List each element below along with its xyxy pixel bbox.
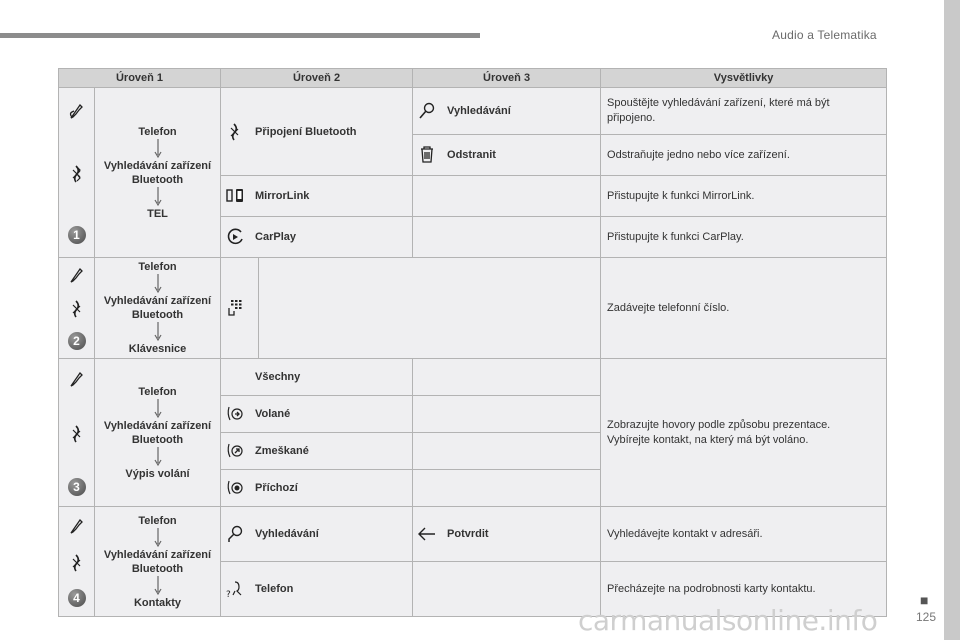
table-header-row (59, 69, 887, 88)
magnifier-icon (413, 101, 441, 121)
level2-cell (221, 176, 413, 217)
explanation-cell: Přecházejte na podrobnosti karty kontaktu. (601, 562, 887, 617)
chain-item: Vyhledávání zařízení Bluetooth (103, 159, 212, 186)
col-header-level2: Úroveň 2 (221, 69, 413, 88)
back-arrow-icon (413, 524, 441, 544)
explanation-cell (601, 359, 887, 507)
section-badge: 3 (68, 478, 86, 496)
explanation-cell: Spouštějte vyhledávání zařízení, které má být připojeno. (601, 88, 887, 135)
level2-cell (221, 396, 413, 433)
explanation-cell: Odstraňujte jedno nebo více zařízení. (601, 135, 887, 176)
explanation-line: Zobrazujte hovory podle způsobu prezentace. (607, 418, 831, 431)
menu-table (58, 68, 887, 617)
section-badge: 4 (68, 589, 86, 607)
watermark: carmanualsonline.info (578, 604, 878, 637)
level2-cell (221, 470, 413, 507)
level1-icons-cell (59, 359, 95, 507)
outgoing-call-icon (221, 404, 249, 424)
bluetooth-icon (67, 299, 87, 319)
chain-item: Telefon (138, 261, 177, 273)
bluetooth-icon (67, 164, 87, 184)
explanation-cell: Zadávejte telefonní číslo. (601, 258, 887, 359)
level3-label: Potvrdit (447, 528, 489, 540)
level2-label: Vyhledávání (255, 528, 319, 540)
level2-label: Telefon (255, 583, 294, 595)
chain-item: TEL (147, 207, 168, 220)
contact-question-icon (221, 579, 249, 599)
level1-icons-cell (59, 507, 95, 617)
search-hand-icon (221, 524, 249, 544)
mirrorlink-icon (221, 186, 249, 206)
level3-label: Odstranit (447, 149, 496, 161)
arrow-down-icon (153, 399, 163, 419)
chain-item: Telefon (138, 125, 177, 138)
page-number: 125 (916, 610, 937, 624)
missed-call-icon (221, 441, 249, 461)
explanation-cell: Přistupujte k funkci MirrorLink. (601, 176, 887, 217)
page-bullet: ■ (920, 592, 929, 608)
level2-icon-cell (221, 258, 259, 359)
chain-item: Telefon (138, 514, 177, 527)
chain-item: Výpis volání (125, 467, 190, 480)
explanation-cell: Vyhledávejte kontakt v adresáři. (601, 507, 887, 562)
chain-item: Vyhledávání zařízení Bluetooth (103, 419, 212, 446)
level1-chain-cell (95, 507, 221, 617)
arrow-down-icon (153, 528, 163, 548)
col-header-explanation: Vysvětlivky (601, 69, 887, 88)
arrow-down-icon (153, 187, 163, 207)
level2-cell (221, 359, 413, 396)
phone-icon (67, 370, 87, 390)
chain-item: Vyhledávání zařízení Bluetooth (103, 295, 212, 321)
level2-empty-cell (259, 258, 601, 359)
level3-empty-cell (413, 562, 601, 617)
keypad-icon (221, 298, 249, 318)
level2-label: MirrorLink (255, 190, 310, 202)
level2-label: Příchozí (255, 482, 298, 494)
carplay-icon (221, 227, 249, 247)
page-edge-bar (944, 0, 960, 640)
phone-icon (67, 266, 87, 286)
level3-empty-cell (413, 396, 601, 433)
table-row (59, 507, 887, 562)
level2-label: Zmeškané (255, 445, 309, 457)
level2-label: Volané (255, 408, 291, 420)
level1-chain-cell (95, 258, 221, 359)
arrow-down-icon (153, 447, 163, 467)
level1-chain-cell (95, 359, 221, 507)
chain-item: Vyhledávání zařízení Bluetooth (103, 548, 212, 575)
arrow-down-icon (153, 139, 163, 159)
level1-icons-cell (59, 258, 95, 359)
table-row (59, 258, 887, 359)
incoming-call-icon (221, 478, 249, 498)
level3-empty-cell (413, 217, 601, 258)
section-badge: 2 (68, 332, 86, 350)
level2-label: Všechny (255, 371, 301, 383)
explanation-cell: Přistupujte k funkci CarPlay. (601, 217, 887, 258)
bluetooth-icon (221, 122, 249, 142)
table-row (59, 359, 887, 396)
level2-label: CarPlay (255, 231, 296, 243)
level3-cell (413, 88, 601, 135)
trash-icon (413, 145, 441, 165)
explanation-line: Vybírejte kontakt, na který má být voláno. (607, 433, 809, 446)
level3-cell (413, 135, 601, 176)
level2-cell (221, 562, 413, 617)
level3-label: Vyhledávání (447, 105, 511, 117)
chain-item: Klávesnice (128, 343, 187, 355)
page-title: Audio a Telematika (772, 28, 877, 42)
col-header-level1: Úroveň 1 (59, 69, 221, 88)
level3-empty-cell (413, 433, 601, 470)
phone-icon (67, 102, 87, 122)
level3-empty-cell (413, 176, 601, 217)
chain-item: Kontakty (133, 596, 182, 609)
level1-chain-cell (95, 88, 221, 258)
arrow-down-icon (153, 322, 163, 342)
section-badge: 1 (68, 226, 86, 244)
level2-cell (221, 507, 413, 562)
header-bar (0, 33, 480, 38)
table-row (59, 88, 887, 135)
level2-cell (221, 217, 413, 258)
bluetooth-icon (67, 553, 87, 573)
level2-label: Připojení Bluetooth (255, 125, 357, 138)
phone-icon (67, 517, 87, 537)
level3-empty-cell (413, 470, 601, 507)
level2-cell (221, 433, 413, 470)
level2-cell (221, 88, 413, 176)
arrow-down-icon (153, 576, 163, 596)
level3-cell (413, 507, 601, 562)
svg-text:?: ? (226, 590, 231, 599)
level3-empty-cell (413, 359, 601, 396)
chain-item: Telefon (138, 385, 177, 398)
arrow-down-icon (153, 274, 163, 294)
level1-icons-cell (59, 88, 95, 258)
bluetooth-icon (67, 424, 87, 444)
col-header-level3: Úroveň 3 (413, 69, 601, 88)
